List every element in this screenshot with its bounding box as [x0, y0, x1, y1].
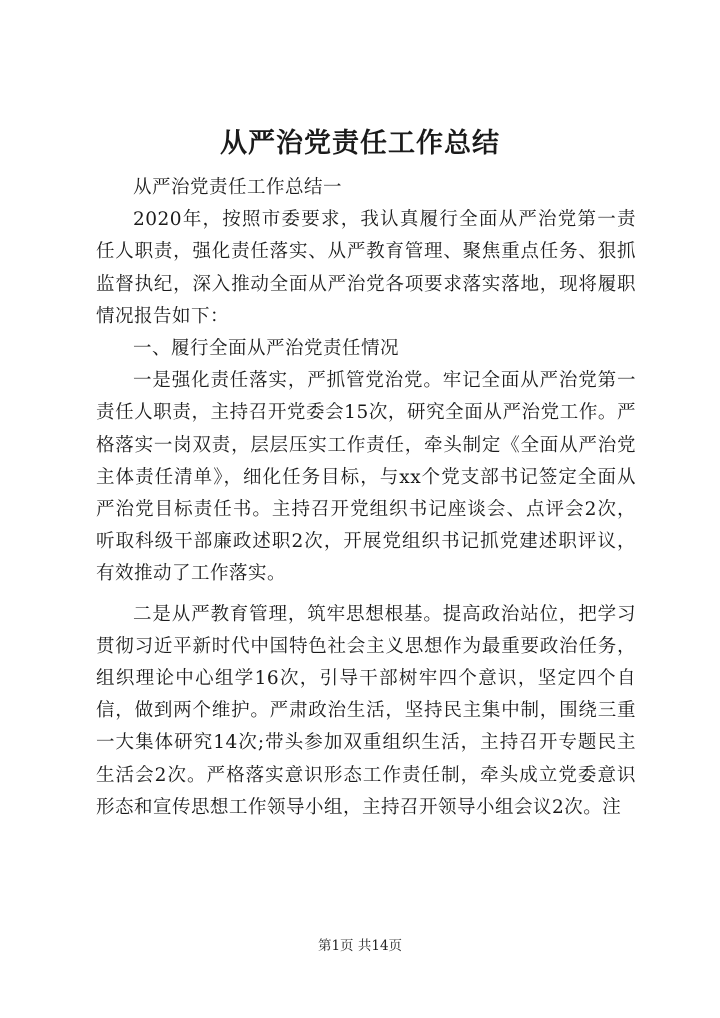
paragraph-education: 二是从严教育管理，筑牢思想根基。提高政治站位，把学习贯彻习近平新时代中国特色社会主义思想作为最重要政治任务，组织理论中心组学16次，引导干部树牢四个意识，坚定四个自信，做到两个维护。严肃政治生活，坚持民主集中制，围绕三重一大集体研究14次;带头参加双重组织生活，主持召开专题民主生活会2次。严格落实意识形态工作责任制，牵头成立党委意识形态和宣传思想工作领导小组，主持召开领导小组会议2次。注: [96, 603, 636, 818]
section-subtitle: 从严治党责任工作总结一: [133, 177, 343, 198]
page-footer: 第1页 共14页: [317, 938, 403, 954]
document-body: [96, 172, 636, 824]
document-title: 从严治党责任工作总结: [220, 128, 500, 159]
section-heading: 一、履行全面从严治党责任情况: [133, 338, 400, 360]
paragraph-responsibility: 一是强化责任落实，严抓管党治党。牢记全面从严治党第一责任人职责，主持召开党委会15次，研究全面从严治党工作。严格落实一岗双责，层层压实工作责任，牵头制定《全面从严治党主体责任清单》，细化任务目标，与xx个党支部书记签定全面从严治党目标责任书。主持召开党组织书记座谈会、点评会2次，听取科级干部廉政述职2次，开展党组织书记抓党建述职评议，有效推动了工作落实。: [96, 370, 636, 585]
intro-paragraph: 2020年，按照市委要求，我认真履行全面从严治党第一责任人职责，强化责任落实、从严教育管理、聚焦重点任务、狠抓监督执纪，深入推动全面从严治党各项要求落实落地，现将履职情况报告如下：: [96, 209, 636, 327]
